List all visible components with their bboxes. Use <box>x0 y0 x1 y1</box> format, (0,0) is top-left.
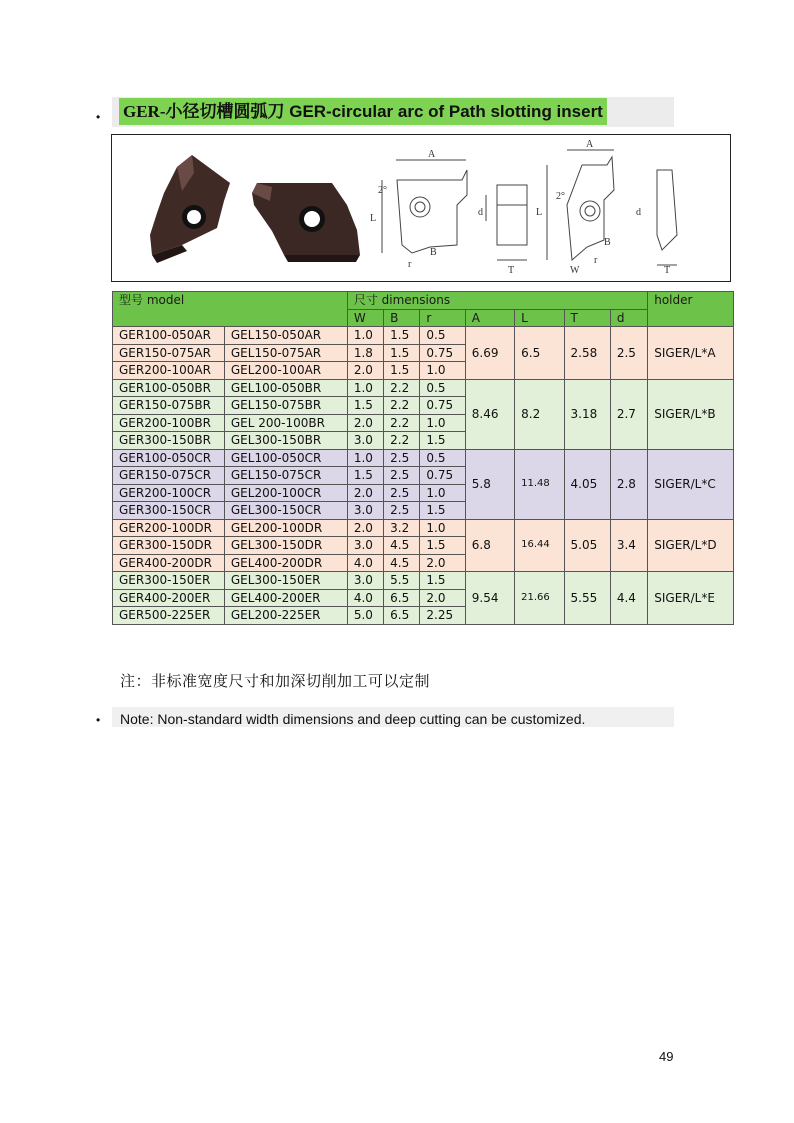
w-cell: 1.5 <box>347 397 383 415</box>
r-cell: 0.75 <box>420 344 465 362</box>
holder-cell: SIGER/L*E <box>648 572 734 625</box>
l-cell: 8.2 <box>515 379 564 449</box>
w-cell: 2.0 <box>347 362 383 380</box>
header-model: 型号 model <box>113 292 348 327</box>
model-ger-cell: GER400-200ER <box>113 589 225 607</box>
model-gel-cell: GEL200-100CR <box>224 484 347 502</box>
holder-cell: SIGER/L*D <box>648 519 734 572</box>
dim-label-t2: T <box>664 265 671 276</box>
b-cell: 2.5 <box>384 449 420 467</box>
w-cell: 2.0 <box>347 484 383 502</box>
note-bullet: • <box>96 713 101 727</box>
w-cell: 4.0 <box>347 589 383 607</box>
w-cell: 4.0 <box>347 554 383 572</box>
b-cell: 2.2 <box>384 432 420 450</box>
w-cell: 3.0 <box>347 502 383 520</box>
model-gel-cell: GEL300-150CR <box>224 502 347 520</box>
model-gel-cell: GEL300-150BR <box>224 432 347 450</box>
dim-label-d: d <box>478 207 483 218</box>
b-cell: 2.5 <box>384 502 420 520</box>
insert-figure <box>111 134 731 282</box>
w-cell: 3.0 <box>347 537 383 555</box>
r-cell: 0.5 <box>420 379 465 397</box>
a-cell: 8.46 <box>465 379 514 449</box>
header-l: L <box>515 309 564 327</box>
spec-table <box>112 291 734 625</box>
title-bullet: • <box>96 110 101 124</box>
header-r: r <box>420 309 465 327</box>
dim-label-angle: 2° <box>378 185 387 196</box>
model-ger-cell: GER100-050CR <box>113 449 225 467</box>
spec-table-body <box>113 292 734 625</box>
r-cell: 1.5 <box>420 502 465 520</box>
b-cell: 4.5 <box>384 554 420 572</box>
dim-label-d2: d <box>636 207 641 218</box>
b-cell: 1.5 <box>384 362 420 380</box>
header-w: W <box>347 309 383 327</box>
w-cell: 2.0 <box>347 519 383 537</box>
title-code: GER- <box>123 102 166 121</box>
r-cell: 1.0 <box>420 519 465 537</box>
model-gel-cell: GEL150-050AR <box>224 327 347 345</box>
r-cell: 1.5 <box>420 572 465 590</box>
w-cell: 1.5 <box>347 467 383 485</box>
header-d: d <box>610 309 647 327</box>
d-cell: 2.7 <box>610 379 647 449</box>
insert-photo-right <box>252 183 360 262</box>
b-cell: 1.5 <box>384 344 420 362</box>
dim-label-a2: A <box>586 139 594 150</box>
dim-label-l2: L <box>536 207 543 218</box>
model-gel-cell: GEL400-200DR <box>224 554 347 572</box>
r-cell: 1.0 <box>420 414 465 432</box>
model-ger-cell: GER300-150ER <box>113 572 225 590</box>
table-header-row <box>113 292 734 310</box>
r-cell: 0.75 <box>420 397 465 415</box>
b-cell: 2.5 <box>384 467 420 485</box>
w-cell: 3.0 <box>347 572 383 590</box>
b-cell: 6.5 <box>384 589 420 607</box>
a-cell: 9.54 <box>465 572 514 625</box>
model-gel-cell: GEL300-150DR <box>224 537 347 555</box>
dim-label-r2: r <box>594 255 598 266</box>
dim-label-w2: W <box>570 265 580 276</box>
l-cell: 6.5 <box>515 327 564 380</box>
page-number: 49 <box>659 1049 674 1064</box>
r-cell: 2.25 <box>420 607 465 625</box>
dim-label-l: L <box>370 213 377 224</box>
a-cell: 5.8 <box>465 449 514 519</box>
model-gel-cell: GEL200-100DR <box>224 519 347 537</box>
model-ger-cell: GER500-225ER <box>113 607 225 625</box>
model-ger-cell: GER200-100BR <box>113 414 225 432</box>
r-cell: 2.0 <box>420 554 465 572</box>
a-cell: 6.69 <box>465 327 514 380</box>
w-cell: 1.0 <box>347 379 383 397</box>
t-cell: 5.55 <box>564 572 610 625</box>
dim-label-t: T <box>508 265 515 276</box>
l-cell: 21.66 <box>515 572 564 625</box>
w-cell: 5.0 <box>347 607 383 625</box>
insert-drawings <box>112 135 732 283</box>
d-cell: 2.8 <box>610 449 647 519</box>
b-cell: 5.5 <box>384 572 420 590</box>
model-gel-cell: GEL100-050CR <box>224 449 347 467</box>
drawing-left-insert <box>382 160 527 260</box>
insert-photo-left <box>150 155 230 263</box>
d-cell: 2.5 <box>610 327 647 380</box>
model-gel-cell: GEL200-100AR <box>224 362 347 380</box>
r-cell: 0.5 <box>420 449 465 467</box>
a-cell: 6.8 <box>465 519 514 572</box>
holder-cell: SIGER/L*B <box>648 379 734 449</box>
b-cell: 6.5 <box>384 607 420 625</box>
r-cell: 1.0 <box>420 484 465 502</box>
model-gel-cell: GEL300-150ER <box>224 572 347 590</box>
model-ger-cell: GER200-100AR <box>113 362 225 380</box>
b-cell: 3.2 <box>384 519 420 537</box>
title-cn: 小径切槽圆弧刀 <box>165 102 285 121</box>
model-ger-cell: GER150-075BR <box>113 397 225 415</box>
dim-label-b: B <box>430 247 437 258</box>
b-cell: 1.5 <box>384 327 420 345</box>
model-gel-cell: GEL150-075CR <box>224 467 347 485</box>
header-t: T <box>564 309 610 327</box>
model-gel-cell: GEL200-225ER <box>224 607 347 625</box>
header-holder: holder <box>648 292 734 327</box>
model-gel-cell: GEL150-075AR <box>224 344 347 362</box>
header-dimensions: 尺寸 dimensions <box>347 292 647 310</box>
model-gel-cell: GEL100-050BR <box>224 379 347 397</box>
r-cell: 2.0 <box>420 589 465 607</box>
t-cell: 5.05 <box>564 519 610 572</box>
w-cell: 1.8 <box>347 344 383 362</box>
note-english: Note: Non-standard width dimensions and deep cutting can be customized. <box>120 711 586 727</box>
model-gel-cell: GEL400-200ER <box>224 589 347 607</box>
b-cell: 2.5 <box>384 484 420 502</box>
l-cell: 16.44 <box>515 519 564 572</box>
r-cell: 1.0 <box>420 362 465 380</box>
dim-label-b2: B <box>604 237 611 248</box>
header-b: B <box>384 309 420 327</box>
model-ger-cell: GER100-050BR <box>113 379 225 397</box>
model-ger-cell: GER200-100DR <box>113 519 225 537</box>
b-cell: 2.2 <box>384 414 420 432</box>
table-row <box>113 379 734 397</box>
header-a: A <box>465 309 514 327</box>
l-cell: 11.48 <box>515 449 564 519</box>
model-ger-cell: GER300-150CR <box>113 502 225 520</box>
table-row <box>113 572 734 590</box>
model-ger-cell: GER150-075CR <box>113 467 225 485</box>
dim-label-angle2: 2° <box>556 191 565 202</box>
w-cell: 1.0 <box>347 449 383 467</box>
b-cell: 4.5 <box>384 537 420 555</box>
section-title <box>119 98 607 125</box>
table-row <box>113 327 734 345</box>
model-ger-cell: GER100-050AR <box>113 327 225 345</box>
note-chinese: 注：非标准宽度尺寸和加深切削加工可以定制 <box>120 672 431 690</box>
w-cell: 1.0 <box>347 327 383 345</box>
r-cell: 1.5 <box>420 432 465 450</box>
w-cell: 2.0 <box>347 414 383 432</box>
model-ger-cell: GER400-200DR <box>113 554 225 572</box>
r-cell: 0.75 <box>420 467 465 485</box>
r-cell: 0.5 <box>420 327 465 345</box>
model-gel-cell: GEL 200-100BR <box>224 414 347 432</box>
table-row <box>113 449 734 467</box>
w-cell: 3.0 <box>347 432 383 450</box>
model-gel-cell: GEL150-075BR <box>224 397 347 415</box>
holder-cell: SIGER/L*C <box>648 449 734 519</box>
model-ger-cell: GER300-150BR <box>113 432 225 450</box>
b-cell: 2.2 <box>384 397 420 415</box>
t-cell: 2.58 <box>564 327 610 380</box>
t-cell: 4.05 <box>564 449 610 519</box>
drawing-right-insert <box>547 150 677 265</box>
dim-label-r: r <box>408 259 412 270</box>
dim-label-a: A <box>428 149 436 160</box>
model-ger-cell: GER150-075AR <box>113 344 225 362</box>
t-cell: 3.18 <box>564 379 610 449</box>
r-cell: 1.5 <box>420 537 465 555</box>
holder-cell: SIGER/L*A <box>648 327 734 380</box>
d-cell: 4.4 <box>610 572 647 625</box>
table-row <box>113 519 734 537</box>
model-ger-cell: GER300-150DR <box>113 537 225 555</box>
title-en: GER-circular arc of Path slotting insert <box>284 102 603 121</box>
d-cell: 3.4 <box>610 519 647 572</box>
b-cell: 2.2 <box>384 379 420 397</box>
model-ger-cell: GER200-100CR <box>113 484 225 502</box>
